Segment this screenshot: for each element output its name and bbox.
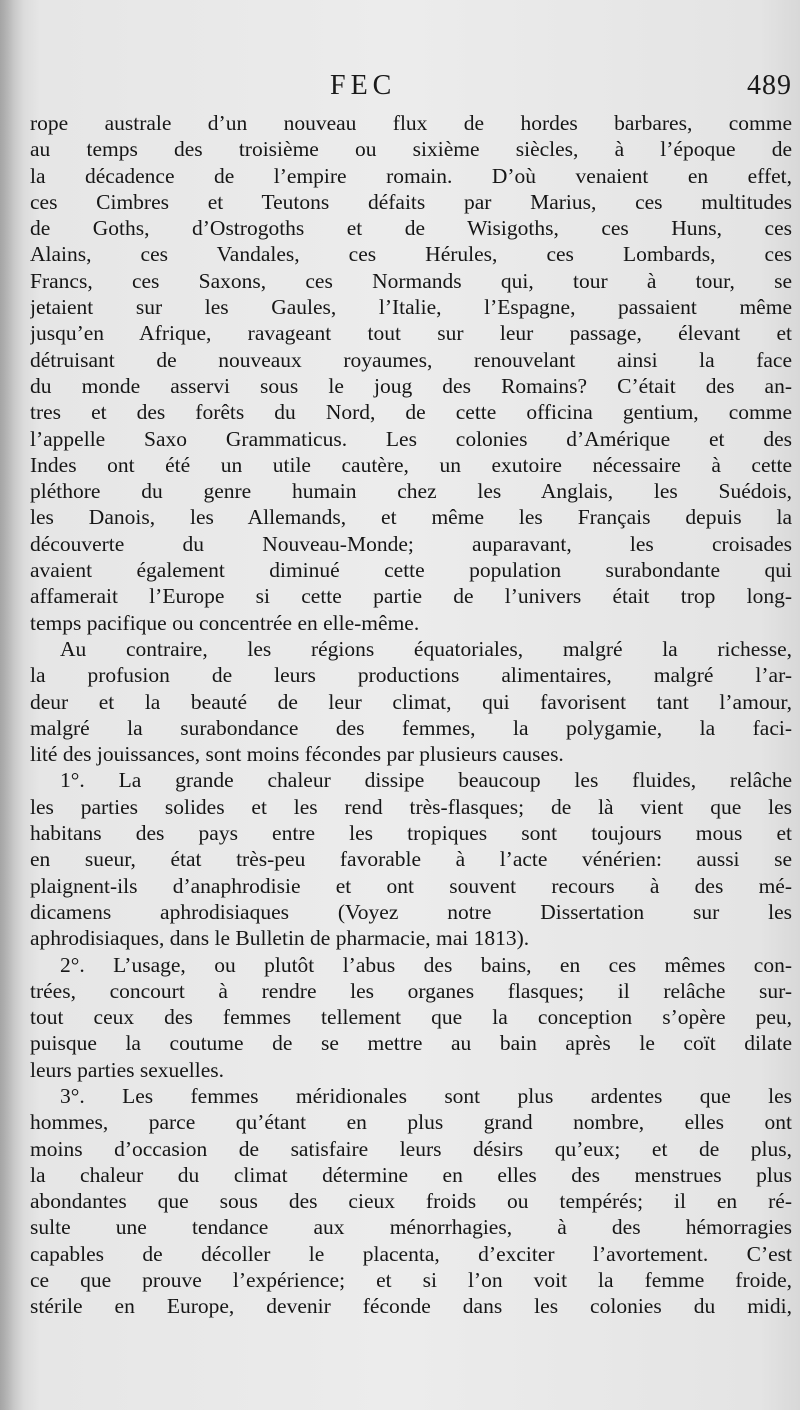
text-line: 2°. L’usage, ou plutôt l’abus des bains, en ces mêmes con- [60,952,792,977]
text-line: moins d’occasion de satisfaire leurs désirs qu’eux; et de plus, [30,1136,792,1161]
body-text [30,110,792,1320]
text-line: tres et des forêts du Nord, de cette officina gentium, comme [30,400,792,425]
text-line: les parties solides et les rend très-flasques; de là vient que les [30,794,792,819]
text-line: la décadence de l’empire romain. D’où venaient en effet, [30,163,792,188]
text-line: découverte du Nouveau-Monde; auparavant, les croisades [30,531,792,556]
page-number: 489 [747,70,792,101]
text-line: 3°. Les femmes méridionales sont plus ardentes que les [60,1083,792,1108]
text-line: Francs, ces Saxons, ces Normands qui, tour à tour, se [30,268,792,293]
text-line: abondantes que sous des cieux froids ou tempérés; il en ré- [30,1189,792,1214]
page-header [30,70,792,110]
text-line: hommes, parce qu’étant en plus grand nombre, elles ont [30,1110,792,1135]
text-line: jetaient sur les Gaules, l’Italie, l’Espagne, passaient même [30,295,792,320]
text-line: Au contraire, les régions équatoriales, malgré la richesse, [60,636,792,661]
text-line: lité des jouissances, sont moins fécondes par plusieurs causes. [30,742,564,767]
text-line: pléthore du genre humain chez les Anglais, les Suédois, [30,479,792,504]
text-line: ce que prouve l’expérience; et si l’on voit la femme froide, [30,1268,792,1293]
text-line: sulte une tendance aux ménorrhagies, à des hémorragies [30,1215,792,1240]
binding-shadow [0,0,24,1410]
text-line: habitans des pays entre les tropiques sont toujours mous et [30,821,792,846]
text-line: deur et la beauté de leur climat, qui favorisent tant l’amour, [30,689,792,714]
text-line: trées, concourt à rendre les organes flasques; il relâche sur- [30,978,792,1003]
text-line: tout ceux des femmes tellement que la conception s’opère peu, [30,1005,792,1030]
text-line: ces Cimbres et Teutons défaits par Marius, ces multitudes [30,189,792,214]
text-line: rope australe d’un nouveau flux de hordes barbares, comme [30,111,792,135]
text-line: malgré la surabondance des femmes, la polygamie, la faci- [30,715,792,740]
text-line: la chaleur du climat détermine en elles des menstrues plus [30,1162,792,1187]
text-line: puisque la coutume de se mettre au bain après le coït dilate [30,1031,792,1056]
text-line: dicamens aphrodisiaques (Voyez notre Dissertation sur les [30,899,792,924]
text-line: au temps des troisième ou sixième siècles, à l’époque de [30,137,792,162]
text-line: temps pacifique ou concentrée en elle-même. [30,610,420,635]
text-line: de Goths, d’Ostrogoths et de Wisigoths, ces Huns, ces [30,216,792,241]
text-line: 1°. La grande chaleur dissipe beaucoup les fluides, relâche [60,768,792,793]
text-line: aphrodisiaques, dans le Bulletin de pharmacie, mai 1813). [30,926,530,951]
text-line: jusqu’en Afrique, ravageant tout sur leur passage, élevant et [30,321,792,346]
text-line: stérile en Europe, devenir féconde dans les colonies du midi, [30,1294,792,1319]
text-line: détruisant de nouveaux royaumes, renouvelant ainsi la face [30,347,792,372]
text-line: plaignent-ils d’anaphrodisie et ont souvent recours à des mé- [30,873,792,898]
text-line: l’appelle Saxo Grammaticus. Les colonies d’Amérique et des [30,426,792,451]
text-line: Alains, ces Vandales, ces Hérules, ces Lombards, ces [30,242,792,267]
text-line: avaient également diminué cette population surabondante qui [30,558,792,583]
text-line: en sueur, état très-peu favorable à l’acte vénérien: aussi se [30,847,792,872]
text-line: Indes ont été un utile cautère, un exutoire nécessaire à cette [30,452,792,477]
text-line: les Danois, les Allemands, et même les Français depuis la [30,505,792,530]
text-line: la profusion de leurs productions alimentaires, malgré l’ar- [30,663,792,688]
running-head: FEC [330,70,397,101]
text-line: leurs parties sexuelles. [30,1057,225,1082]
text-line: du monde asservi sous le joug des Romains? C’était des an- [30,373,792,398]
text-line: capables de décoller le placenta, d’exciter l’avortement. C’est [30,1241,792,1266]
text-line: affamerait l’Europe si cette partie de l’univers était trop long- [30,584,792,609]
